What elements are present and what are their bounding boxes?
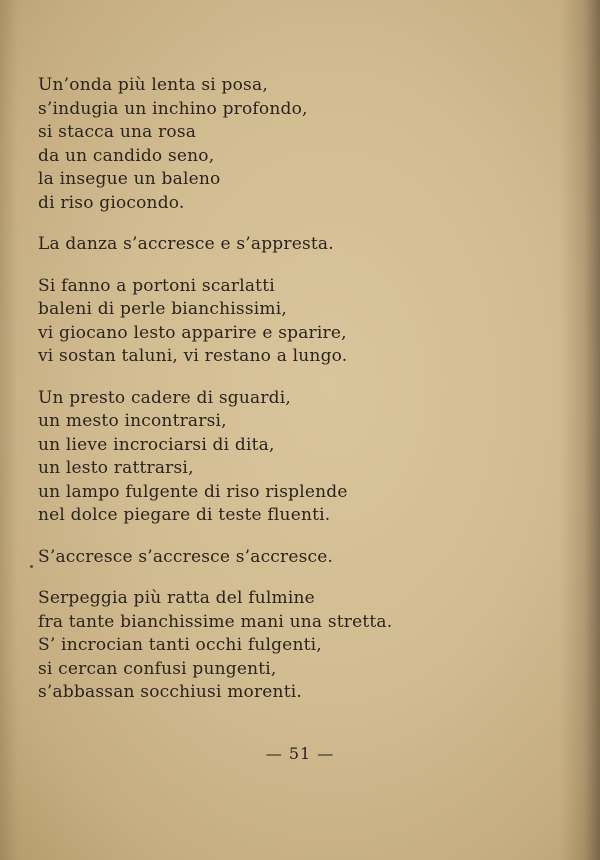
poem-line: vi sostan taluni, vi restano a lungo. — [38, 346, 348, 366]
poem-line: baleni di perle bianchissimi, — [38, 299, 287, 319]
poem-line: La danza s’accresce e s’appresta. — [38, 234, 334, 254]
poem-text — [38, 74, 578, 723]
poem-line: un lesto rattrarsi, — [38, 458, 194, 478]
poem-line: fra tante bianchissime mani una stretta. — [38, 611, 393, 632]
stanza-5 — [38, 546, 578, 570]
poem-line: un mesto incontrarsi, — [38, 411, 227, 431]
poem-line: di riso giocondo. — [38, 192, 185, 213]
poem-line: s’indugia un inchino profondo, — [38, 98, 308, 119]
stanza-4 — [38, 387, 578, 528]
stanza-3 — [38, 275, 578, 369]
poem-line: si stacca una rosa — [38, 122, 197, 142]
poem-line: vi giocano lesto apparire e sparire, — [38, 322, 347, 343]
poem-line: Un’onda più lenta si posa, — [38, 75, 268, 95]
stanza-1 — [38, 74, 578, 215]
poem-line: un lieve incrociarsi di dita, — [38, 434, 275, 455]
poem-line: Serpeggia più ratta del fulmine — [38, 588, 315, 608]
stanza-2 — [38, 233, 578, 257]
poem-line: si cercan confusi pungenti, — [38, 658, 277, 679]
poem-line: S’accresce s’accresce s’accresce. — [38, 546, 334, 567]
poem-line: la insegue un baleno — [38, 169, 221, 189]
paper-speck — [30, 565, 33, 568]
page-left-edge — [0, 0, 18, 860]
page-number: — 51 — — [265, 744, 335, 763]
stanza-6 — [38, 587, 578, 705]
poem-line: nel dolce piegare di teste fluenti. — [38, 505, 331, 525]
poem-line: S’ incrocian tanti occhi fulgenti, — [38, 635, 322, 655]
poem-line: Un presto cadere di sguardi, — [38, 387, 291, 408]
poem-line: Si fanno a portoni scarlatti — [38, 275, 275, 296]
poem-line: s’abbassan socchiusi morenti. — [38, 682, 302, 702]
poem-line: un lampo fulgente di riso risplende — [38, 481, 348, 502]
poem-line: da un candido seno, — [38, 145, 215, 166]
